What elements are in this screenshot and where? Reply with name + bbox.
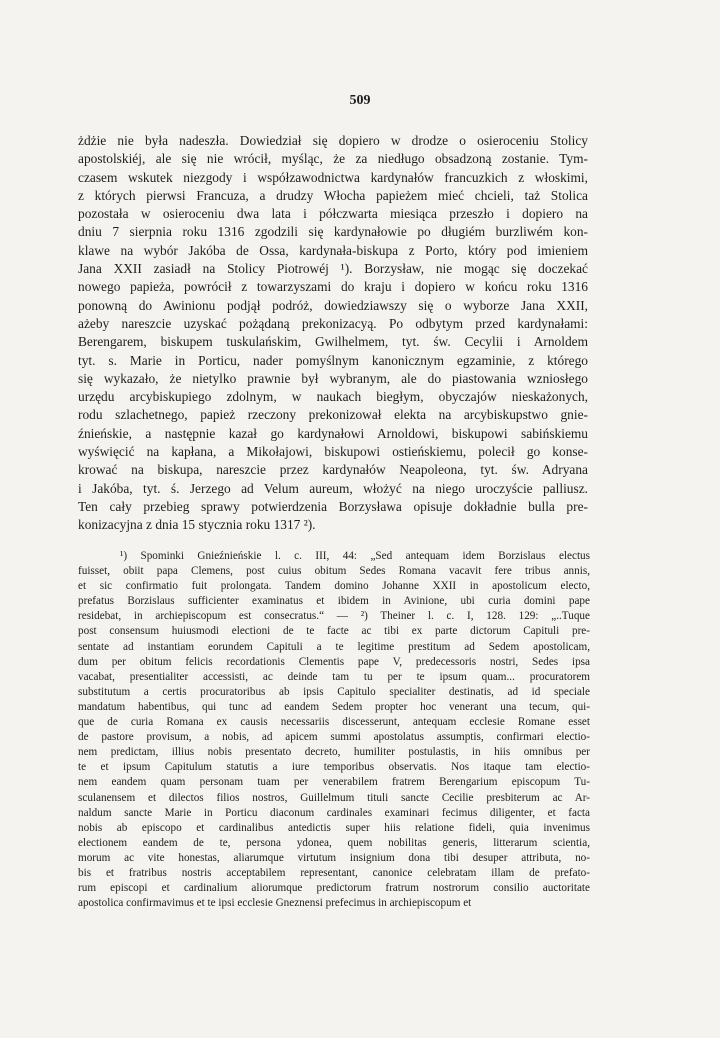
footnote-line: sentate ad instantiam eorundem Capituli a te legitime prestitum ad Sedem apostolicam, bbox=[78, 640, 590, 653]
footnote-line: et sic confirmatio fuit prolongata. Tandem domino Johanne XXII in apostolicum electo, bbox=[78, 580, 590, 593]
footnote-line: substitutum a certis procuratoribus ab ipsis Capitulo specialiter destinatis, ad id speciale bbox=[78, 685, 590, 698]
text-line: czasem wskutek niezgody i współzawodnictwa kardynałów francuzkich z włoskimi, bbox=[78, 169, 588, 185]
footnote-line: bis et fratribus nostris acceptabilem representant, canonice celebratam illam de prefato- bbox=[78, 866, 590, 879]
footnote-line: sculanensem et dilectos filios nostros, Guillelmum tituli sancte Cecilie presbiterum ac Ar- bbox=[78, 791, 590, 804]
text-line: Jana XXII zasiadł na Stolicy Piotrowéj ¹). Borzysław, nie mogąc się doczekać bbox=[78, 261, 588, 277]
text-line: dniu 7 sierpnia roku 1316 zgodzili się kardynałowie po długiém burzliwém kon- bbox=[78, 224, 588, 240]
text-line: tyt. s. Marie in Porticu, nader pomyślnym kanonicznym egzaminie, z którego bbox=[78, 352, 588, 368]
footnote-line: vacabat, presentialiter accessisti, ac deinde tam tu per te ipsum quam... procuratorem bbox=[78, 670, 590, 683]
text-line: źnieńskie, a następnie kazał go kardynałowi Arnoldowi, biskupowi sabińskiemu bbox=[78, 425, 588, 441]
footnote-line: nem eandem quam personam tuam per venerabilem fratrem Berengarium episcopum Tu- bbox=[78, 776, 590, 789]
text-line: z których pierwsi Francuza, a drudzy Włocha papieżem mieć chcieli, taż Stolica bbox=[78, 187, 588, 203]
text-line: i Jakóba, tyt. ś. Jerzego ad Velum aureum, włożyć na niego uroczyście palliusz. bbox=[78, 480, 588, 496]
footnote-line: ¹) Spominki Gnieźnieńskie l. c. III, 44: „Sed antequam idem Borzislaus electus bbox=[120, 550, 590, 562]
text-line: ażeby nareszcie uzyskać pożądaną prekonizacyą. Po odbytym przed kardynałami: bbox=[78, 315, 588, 331]
footnote-line: post consensum huiusmodi electioni de te facte ac tibi ex parte dictorum Capituli pre- bbox=[78, 625, 590, 638]
footnote-line: nem predictam, illius nobis presentato decreto, humiliter postulastis, in hiis omnibus per bbox=[78, 746, 590, 759]
footnote-line: residebat, in archiepiscopum est consecratus.“ — ²) Theiner l. c. I, 128. 129: „..Tuque bbox=[78, 610, 590, 623]
text-line: żdżie nie była nadeszła. Dowiedział się dopiero w drodze o osieroceniu Stolicy bbox=[78, 133, 588, 148]
text-line: pozostała w osieroceniu dwa lata i półczwarta miesiąca przeszło i dopiero na bbox=[78, 206, 588, 222]
footnote-line: de pastore provisum, a nobis, ad apicem summi apostolatus assumptis, confirmari electio- bbox=[78, 731, 590, 744]
footnote-line: te et ipsum Capitulum statutis a iure temporibus observatis. Nos itaque tam electio- bbox=[78, 761, 590, 774]
main-text bbox=[78, 132, 588, 535]
text-line: klawe na wybór Jakóba de Ossa, kardynała-biskupa z Porto, który pod imieniem bbox=[78, 242, 588, 258]
text-line: konizacyjna z dnia 15 stycznia roku 1317 ²). bbox=[78, 517, 316, 533]
footnote-line: electionem eandem de te, persona ydonea, quem nobilitas generis, litterarum scientia, bbox=[78, 836, 590, 849]
text-line: Ten cały przebieg sprawy potwierdzenia Borzysława opisuje dokładnie bulla pre- bbox=[78, 498, 588, 514]
footnote-line: fuisset, obiit papa Clemens, post cuius obitum Sedes Romana vacavit fere tribus annis, bbox=[78, 565, 590, 578]
footnote-line: rum episcopi et cardinalium aliorumque predictorum fratrum nostrorum consilio auctoritate bbox=[78, 882, 590, 895]
text-line: nowego papieża, powrócił z towarzyszami do kraju i dopiero w końcu roku 1316 bbox=[78, 279, 588, 295]
footnote-line: mandatum habentibus, qui tunc ad eandem Sedem propter hoc venerant una tecum, qui- bbox=[78, 700, 590, 713]
footnote-line: apostolica confirmavimus et te ipsi ecclesie Gneznensi prefecimus in archiepiscopum et bbox=[78, 897, 472, 910]
text-line: urzędu arcybiskupiego zdolnym, w naukach biegłym, obyczajów nieskażonych, bbox=[78, 389, 588, 405]
page-number: 509 bbox=[349, 93, 371, 108]
text-line: Berengarem, biskupem tuskulańskim, Gwilhelmem, tyt. św. Cecylii i Arnoldem bbox=[78, 334, 588, 350]
text-line: rodu szlachetnego, papież rzeczony prekonizował elekta na arcybiskupstwo gnie- bbox=[78, 407, 588, 423]
footnotes bbox=[78, 549, 590, 911]
text-line: wyświęcić na kapłana, a Mikołajowi, biskupowi ostieńskiemu, polecił go konse- bbox=[78, 444, 588, 460]
footnote-line: prefatus Borzislaus sufficienter examinatus et ibidem in Avinione, ubi curia domini pape bbox=[78, 595, 590, 608]
text-line: krować na biskupa, nareszcie przez kardynałów Neapoleona, tyt. św. Adryana bbox=[78, 462, 588, 478]
footnote-line: nobis ab episcopo et cardinalibus antedictis super hiis relatione fideli, quia invenimus bbox=[78, 821, 590, 834]
footnote-line: morum ac vite honestas, aliarumque virtutum insignium dona tibi desuper attributa, no- bbox=[78, 851, 590, 864]
text-line: się wykazało, że nietylko prawnie był wybranym, ale do piastowania wzniosłego bbox=[78, 370, 588, 386]
footnote-line: que de curia Romana ex causis necessariis discesserunt, antequam ecclesie Romane esset bbox=[78, 716, 590, 729]
footnote-line: dum per obitum felicis recordationis Clementis pape V, predecessoris nostri, Sedes ipsa bbox=[78, 655, 590, 668]
text-line: apostolskiéj, ale się nie wrócił, myśląc, że za niedługo obsadzoną zostanie. Tym- bbox=[78, 151, 588, 167]
text-line: ponowną do Awinionu podjął podróż, dowiedziawszy się o wyborze Jana XXII, bbox=[78, 297, 588, 313]
footnote-line: naldum sancte Marie in Porticu diaconum cardinales examinari fecimus diligenter, et facta bbox=[78, 806, 590, 819]
